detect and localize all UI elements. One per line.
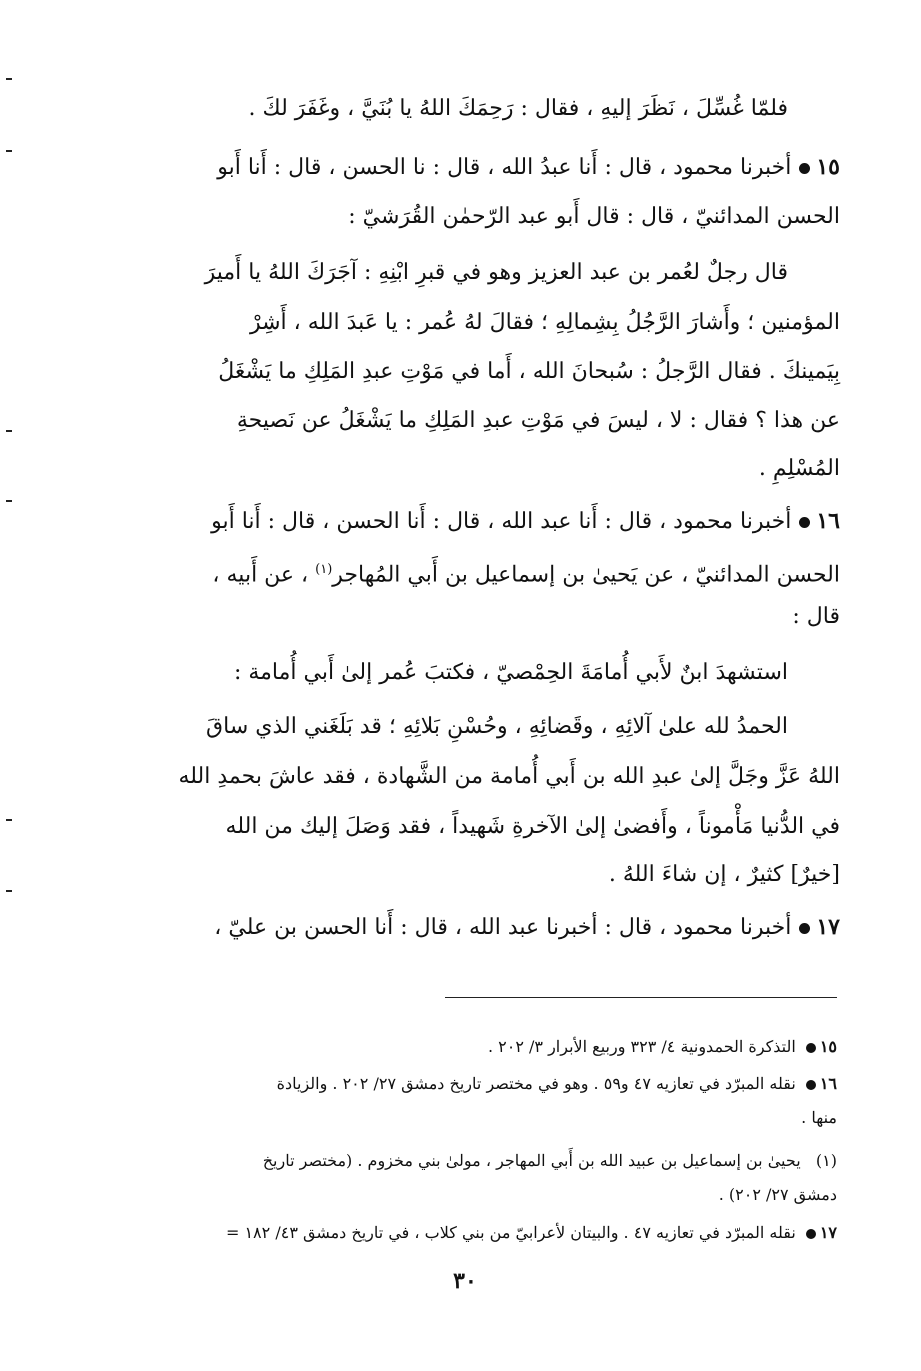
text-line: [خيرٌ] كثيرٌ ، إن شاءَ اللهُ . [608, 862, 840, 887]
page-number: ٣٠ [453, 1268, 477, 1294]
footnote-text: التذكرة الحمدونية ٤/ ٣٢٣ وربيع الأبرار ٣/ ٢٠٢ . [487, 1037, 796, 1056]
footnote-number: ١٧ [819, 1223, 837, 1242]
footnote-text: نقله المبرّد في تعازيه ٤٧ . والبيتان لأعرابيّ من بني كلاب ، في تاريخ دمشق ٤٣/ ١٨٢ = [225, 1223, 796, 1242]
text-line: اللهُ عَزَّ وجَلَّ إلىٰ عبدِ الله بن أَبي أُمامة من الشَّهادة ، فقد عاشَ بحمدِ الله [178, 764, 840, 789]
footnote-separator [445, 997, 837, 998]
text-line: المؤمنين ؛ وأَشارَ الرَّجُلُ بِشِمالِهِ ؛ فقالَ لهُ عُمر : يا عَبدَ الله ، أَشِرْ [249, 310, 840, 335]
entry-15-line [217, 140, 840, 195]
text-line: بِيَمينكَ . فقال الرَّجلُ : سُبحانَ الله ، أَما في مَوْتِ عبدِ المَلِكِ ما يَشْغَلُ [218, 359, 840, 384]
footnote-15 [488, 1036, 837, 1058]
entry-text: أخبرنا محمود ، قال : أخبرنا عبد الله ، قال : أَنا الحسن بن عليّ ، [214, 915, 792, 940]
text-line: في الدُّنيا مَأْموناً ، وأَفضىٰ إلىٰ الآخرةِ شَهيداً ، فقد وَصَلَ إليك من الله [225, 814, 840, 839]
margin-mark [6, 430, 12, 432]
text-line [212, 543, 840, 602]
bullet-icon [806, 1043, 816, 1053]
footnote-number: ١٦ [819, 1074, 837, 1093]
text-line: الحسن المدائنيّ ، قال : قال أَبو عبد الرّحمٰن القُرَشيّ : [348, 204, 840, 229]
entry-number: ١٧ [816, 914, 840, 940]
footnote-16 [277, 1073, 837, 1095]
entry-number: ١٥ [816, 154, 840, 180]
footnote-text: يحيىٰ بن إسماعيل بن عبيد الله بن أَبي المهاجر ، مولىٰ بني مخزوم . (مختصر تاريخ [262, 1151, 801, 1170]
entry-text: أخبرنا محمود ، قال : أَنا عبد الله ، قال : أَنا الحسن ، قال : أَنا أَبو [211, 509, 792, 534]
margin-mark [6, 150, 12, 152]
footnote-number: ١٥ [819, 1037, 837, 1056]
margin-mark [6, 890, 12, 892]
bullet-icon [806, 1080, 816, 1090]
entry-17-line [214, 900, 840, 955]
text-line: الحمدُ لله علىٰ آلائِهِ ، وقَضائِهِ ، وحُسْنِ بَلائِهِ ؛ قد بَلَغَني الذي ساقَ [206, 714, 788, 739]
text-line: فلمّا غُسِّلَ ، نَظَرَ إليهِ ، فقال : رَحِمَكَ اللهُ يا بُنَيَّ ، وغَفَرَ لكَ . [248, 96, 788, 121]
margin-mark [6, 819, 12, 821]
bullet-icon [799, 517, 810, 528]
text-part: الحسن المدائنيّ ، عن يَحيىٰ بن إسماعيل بن أَبي المُهاجر [332, 562, 840, 588]
text-line: عن هذا ؟ فقال : لا ، ليسَ في مَوْتِ عبدِ المَلِكِ ما يَشْغَلُ عن نَصيحةِ [236, 408, 840, 433]
margin-mark [6, 78, 12, 80]
bullet-icon [799, 163, 810, 174]
footnote-ref: (١) [315, 562, 333, 577]
text-line: قال : [792, 604, 840, 629]
footnote-number: (١) [815, 1151, 837, 1170]
entry-text: أخبرنا محمود ، قال : أَنا عبدُ الله ، قال : نا الحسن ، قال : أَنا أَبو [217, 155, 792, 180]
entry-number: ١٦ [816, 508, 840, 534]
entry-16-line [211, 494, 840, 549]
text-line: قال رجلٌ لعُمر بن عبد العزيز وهو في قبرِ ابْنِهِ : آجَرَكَ اللهُ يا أَميرَ [204, 260, 788, 285]
text-part: ، عن أَبيه ، [212, 562, 316, 588]
margin-mark [6, 500, 12, 502]
text-line: استشهدَ ابنٌ لأَبي أُمامَةَ الحِمْصيّ ، فكتبَ عُمر إلىٰ أَبي أُمامة : [233, 660, 788, 685]
footnote-17 [226, 1222, 837, 1244]
bullet-icon [806, 1229, 816, 1239]
footnote-line: دمشق ٢٧/ ٢٠٢) . [718, 1185, 837, 1204]
bullet-icon [799, 923, 810, 934]
text-line: المُسْلِمِ . [758, 456, 840, 481]
footnote-text: نقله المبرّد في تعازيه ٤٧ و٥٩ . وهو في مختصر تاريخ دمشق ٢٧/ ٢٠٢ . والزيادة [276, 1074, 796, 1093]
footnote-line: منها . [801, 1108, 837, 1127]
footnote-sub-note [263, 1150, 837, 1172]
